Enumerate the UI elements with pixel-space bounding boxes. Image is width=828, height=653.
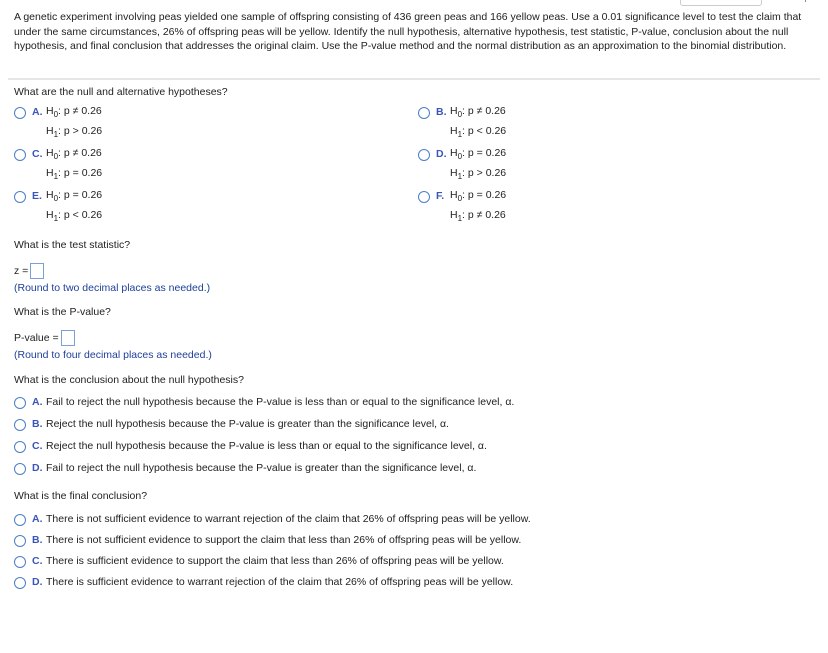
radio-button[interactable] — [418, 107, 430, 119]
answer-option[interactable] — [14, 513, 531, 526]
question-test-statistic: What is the test statistic? — [14, 239, 131, 251]
radio-button[interactable] — [14, 463, 26, 475]
hypothesis-option[interactable] — [418, 106, 506, 143]
hypothesis-option[interactable] — [14, 106, 102, 143]
option-text: There is sufficient evidence to warrant rejection of the claim that 26% of offspring peas will be yellow. — [46, 576, 514, 588]
option-letter: B. — [32, 534, 43, 546]
option-letter: D. — [32, 462, 43, 474]
radio-button[interactable] — [418, 191, 430, 203]
option-letter: B. — [32, 418, 43, 430]
option-letter: F. — [436, 190, 445, 202]
radio-button[interactable] — [14, 514, 26, 526]
answer-option[interactable] — [14, 418, 449, 431]
hypothesis-pair — [46, 103, 102, 143]
answer-option[interactable] — [14, 440, 487, 453]
null-hypothesis: $H_0$: p ≠ 0.26 — [46, 105, 102, 120]
option-letter: A. — [32, 513, 43, 525]
option-letter: D. — [436, 148, 447, 160]
radio-button[interactable] — [14, 419, 26, 431]
option-text: Reject the null hypothesis because the P-value is less than or equal to the significance level, α. — [46, 440, 487, 452]
answer-option[interactable] — [14, 555, 504, 568]
hypothesis-pair — [46, 145, 102, 185]
hypothesis-option[interactable] — [14, 190, 102, 227]
alternative-hypothesis: $H_1$: p = 0.26 — [46, 167, 103, 182]
p-value-label: P-value = — [14, 331, 59, 344]
option-text: There is sufficient evidence to support the claim that less than 26% of offspring peas will be yellow. — [46, 555, 504, 567]
option-text: Fail to reject the null hypothesis because the P-value is less than or equal to the significance level, α. — [46, 396, 515, 408]
radio-button[interactable] — [418, 149, 430, 161]
hypothesis-pair — [450, 103, 506, 143]
radio-button[interactable] — [14, 577, 26, 589]
option-letter: D. — [32, 576, 43, 588]
question-null-conclusion: What is the conclusion about the null hypothesis? — [14, 374, 244, 386]
null-hypothesis: $H_0$: p = 0.26 — [450, 189, 507, 204]
radio-button[interactable] — [14, 535, 26, 547]
option-letter: C. — [32, 440, 43, 452]
answer-option[interactable] — [14, 462, 476, 475]
null-hypothesis: $H_0$: p ≠ 0.26 — [46, 147, 102, 162]
option-text: Fail to reject the null hypothesis because the P-value is greater than the significance level, α. — [46, 462, 477, 474]
option-letter: A. — [32, 396, 43, 408]
z-hint: (Round to two decimal places as needed.) — [14, 282, 211, 294]
radio-button[interactable] — [14, 191, 26, 203]
alternative-hypothesis: $H_1$: p < 0.26 — [46, 209, 103, 224]
z-input[interactable] — [30, 263, 44, 279]
z-row — [14, 263, 44, 279]
option-text: There is not sufficient evidence to warrant rejection of the claim that 26% of offspring peas will be yellow. — [46, 513, 531, 525]
null-hypothesis: $H_0$: p ≠ 0.26 — [450, 105, 506, 120]
option-text: There is not sufficient evidence to support the claim that less than 26% of offspring peas will be yellow. — [46, 534, 522, 546]
answer-option[interactable] — [14, 396, 514, 409]
toolbar-button[interactable] — [680, 0, 762, 6]
option-text: Reject the null hypothesis because the P-value is greater than the significance level, α. — [46, 418, 449, 430]
question-p-value: What is the P-value? — [14, 306, 111, 318]
option-letter: E. — [32, 190, 42, 202]
problem-statement: A genetic experiment involving peas yielded one sample of offspring consisting of 436 green peas and 166 yellow peas. Use a 0.01 significance level to test the claim that under the same circumstances, 26% of offspring peas will be yellow. Identify the null hypothesis, alternative hypothesis, test statistic, P-value, conclusion about the null hypothesis, and final conclusion that addresses the original claim. Use the P-value method and the normal distribution as an approximation to the binomial distribution. — [14, 11, 802, 52]
alternative-hypothesis: $H_1$: p < 0.26 — [450, 125, 507, 140]
radio-button[interactable] — [14, 556, 26, 568]
option-letter: C. — [32, 148, 43, 160]
radio-button[interactable] — [14, 149, 26, 161]
radio-button[interactable] — [14, 441, 26, 453]
p-value-row — [14, 330, 75, 346]
alternative-hypothesis: $H_1$: p > 0.26 — [450, 167, 507, 182]
alternative-hypothesis: $H_1$: p ≠ 0.26 — [450, 209, 506, 224]
radio-button[interactable] — [14, 107, 26, 119]
hypothesis-pair — [46, 187, 102, 227]
answer-option[interactable] — [14, 576, 513, 589]
alternative-hypothesis: $H_1$: p > 0.26 — [46, 125, 103, 140]
answer-option[interactable] — [14, 534, 521, 547]
question-final-conclusion: What is the final conclusion? — [14, 490, 148, 502]
p-value-hint: (Round to four decimal places as needed.) — [14, 349, 212, 361]
option-letter: C. — [32, 555, 43, 567]
z-label: z = — [14, 264, 29, 277]
divider — [8, 78, 820, 80]
toolbar-mark — [805, 0, 806, 2]
hypothesis-pair — [450, 145, 506, 185]
hypothesis-pair — [450, 187, 506, 227]
option-letter: A. — [32, 106, 43, 118]
hypothesis-option[interactable] — [418, 148, 506, 185]
question-hypotheses: What are the null and alternative hypotheses? — [14, 86, 228, 98]
option-letter: B. — [436, 106, 447, 118]
hypothesis-option[interactable] — [418, 190, 506, 227]
null-hypothesis: $H_0$: p = 0.26 — [450, 147, 507, 162]
radio-button[interactable] — [14, 397, 26, 409]
hypothesis-option[interactable] — [14, 148, 102, 185]
null-hypothesis: $H_0$: p = 0.26 — [46, 189, 103, 204]
p-value-input[interactable] — [61, 330, 75, 346]
